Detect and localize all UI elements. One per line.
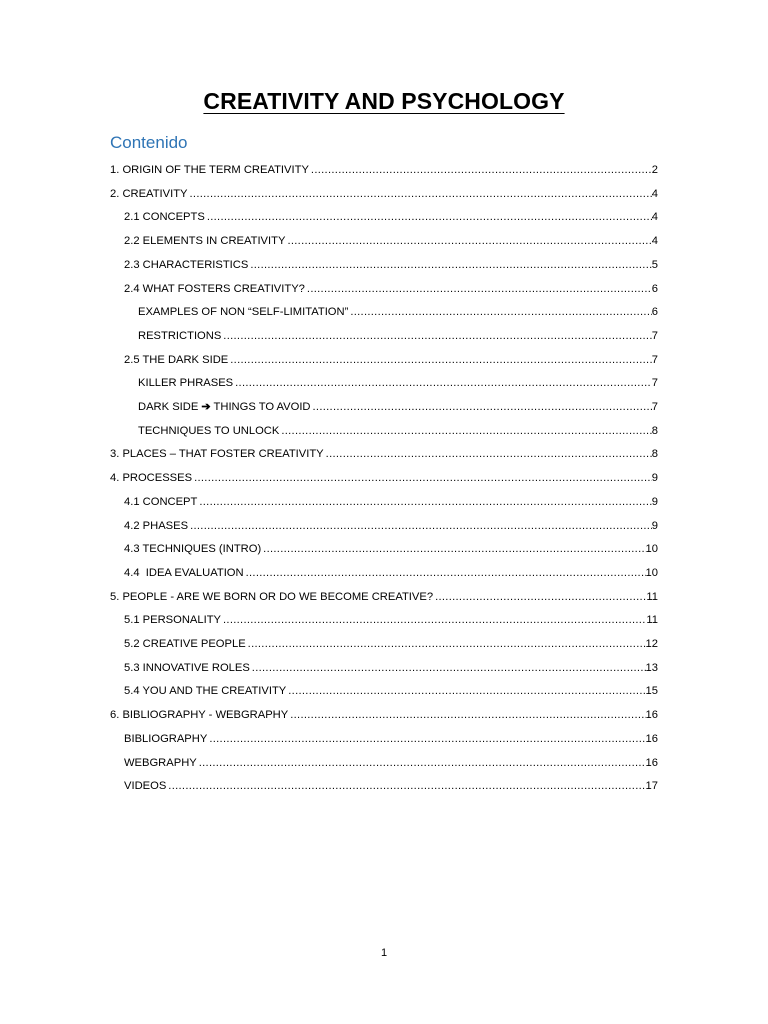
toc-entry-label: 4. PROCESSES	[110, 472, 193, 485]
toc-entry-page: 16	[645, 709, 658, 722]
toc-entry-places[interactable]	[110, 441, 658, 461]
toc-entry-things-to-avoid[interactable]	[138, 394, 658, 414]
dot-leader	[235, 376, 652, 390]
dot-leader	[311, 163, 652, 177]
dot-leader	[248, 637, 646, 651]
toc-entry-page: 7	[651, 401, 658, 413]
toc-entry-label: 6. BIBLIOGRAPHY - WEBGRAPHY	[110, 709, 289, 722]
toc-entry-page: 11	[646, 614, 658, 627]
toc-entry-page: 10	[645, 566, 658, 579]
toc-entry-label: BIBLIOGRAPHY	[124, 732, 208, 745]
toc-entry-label: 2.2 ELEMENTS IN CREATIVITY	[124, 235, 286, 248]
dot-leader	[313, 400, 652, 414]
toc-entry-label: 5. PEOPLE - ARE WE BORN OR DO WE BECOME CREATIVE?	[110, 590, 434, 603]
toc-entry-label: 2.3 CHARACTERISTICS	[124, 258, 249, 271]
toc-entry-page: 6	[651, 282, 658, 295]
toc-entry-label	[138, 400, 313, 414]
toc-entry-page: 4	[651, 211, 658, 224]
dot-leader	[190, 187, 652, 201]
toc-entry-page: 7	[651, 353, 658, 366]
toc-entry-techniques-unlock[interactable]	[138, 418, 658, 438]
toc-entry-label: EXAMPLES OF NON “SELF-LIMITATION”	[138, 306, 349, 319]
toc-entry-page: 6	[651, 306, 658, 319]
toc-entry-label: 5.4 YOU AND THE CREATIVITY	[124, 685, 287, 698]
toc-entry-elements[interactable]	[124, 228, 658, 248]
dot-leader	[290, 708, 645, 722]
toc-entry-dark-side[interactable]	[124, 347, 658, 367]
toc-entry-restrictions[interactable]	[138, 323, 658, 343]
dot-leader	[350, 305, 651, 319]
toc-entry-page: 16	[645, 732, 658, 745]
toc-entry-label: 1. ORIGIN OF THE TERM CREATIVITY	[110, 164, 309, 176]
toc-entry-page: 11	[646, 590, 658, 603]
dot-leader	[435, 590, 646, 604]
toc-entry-idea-evaluation[interactable]	[124, 560, 658, 580]
toc-entry-origin[interactable]	[110, 157, 658, 177]
toc-entry-page: 9	[651, 495, 658, 508]
toc-entry-label: 4.4 IDEA EVALUATION	[124, 566, 244, 579]
dot-leader	[288, 684, 645, 698]
dot-leader	[252, 661, 646, 675]
toc-entry-concept[interactable]	[124, 489, 658, 509]
dot-leader	[326, 447, 652, 461]
toc-entry-bibliography[interactable]	[124, 726, 658, 746]
right-arrow-icon: ➔	[201, 401, 211, 413]
toc-entry-label: 4.2 PHASES	[124, 519, 189, 532]
document-title-wrap	[0, 88, 768, 115]
toc-entry-label: 2. CREATIVITY	[110, 187, 188, 200]
toc-entry-page: 15	[645, 685, 658, 698]
toc-entry-examples[interactable]	[138, 299, 658, 319]
toc-entry-label: 4.3 TECHNIQUES (INTRO)	[124, 543, 262, 556]
dot-leader	[168, 779, 645, 793]
toc-entry-creativity[interactable]	[110, 181, 658, 201]
toc-entry-page: 5	[651, 258, 658, 271]
toc-entry-what-fosters[interactable]	[124, 276, 658, 296]
toc-entry-label-part-a: DARK SIDE	[138, 401, 199, 413]
toc-entry-personality[interactable]	[124, 607, 658, 627]
toc-entry-label: 5.1 PERSONALITY	[124, 614, 221, 627]
page-number: 1	[380, 947, 388, 959]
toc-entry-label: TECHNIQUES TO UNLOCK	[138, 424, 280, 437]
toc-entry-label: RESTRICTIONS	[138, 329, 222, 342]
dot-leader	[194, 471, 652, 485]
toc-entry-label: 3. PLACES – THAT FOSTER CREATIVITY	[110, 448, 324, 461]
toc-entry-webgraphy[interactable]	[124, 750, 658, 770]
toc-entry-creative-people[interactable]	[124, 631, 658, 651]
toc-entry-page: 2	[651, 164, 658, 176]
dot-leader	[307, 282, 652, 296]
toc-entry-killer-phrases[interactable]	[138, 370, 658, 390]
dot-leader	[199, 495, 651, 509]
toc-entry-page: 9	[651, 519, 658, 532]
toc-entry-characteristics[interactable]	[124, 252, 658, 272]
toc-entry-label: 4.1 CONCEPT	[124, 495, 198, 508]
toc-entry-label-part-b: THINGS TO AVOID	[213, 401, 311, 413]
toc-entry-phases[interactable]	[124, 513, 658, 533]
toc-entry-label: 5.3 INNOVATIVE ROLES	[124, 661, 250, 674]
toc-entry-page: 13	[645, 661, 658, 674]
document-title: CREATIVITY AND PSYCHOLOGY	[203, 88, 565, 114]
dot-leader	[263, 542, 645, 556]
toc-entry-page: 7	[651, 329, 658, 342]
dot-leader	[190, 519, 652, 533]
toc-entry-label: 2.1 CONCEPTS	[124, 211, 205, 224]
toc-entry-concepts[interactable]	[124, 204, 658, 224]
toc-heading: Contenido	[110, 133, 188, 152]
dot-leader	[246, 566, 646, 580]
dot-leader	[250, 258, 651, 272]
toc-entry-people[interactable]	[110, 584, 658, 604]
dot-leader	[199, 756, 646, 770]
dot-leader	[209, 732, 645, 746]
dot-leader	[281, 424, 651, 438]
toc-entry-label: KILLER PHRASES	[138, 377, 234, 390]
toc-entry-page: 17	[645, 780, 658, 793]
toc-entry-label: 5.2 CREATIVE PEOPLE	[124, 638, 246, 650]
toc-entry-page: 8	[651, 424, 658, 437]
toc-entry-page: 16	[645, 756, 658, 769]
toc-entry-bibliography-webgraphy[interactable]	[110, 702, 658, 722]
toc-entry-page: 12	[645, 638, 658, 650]
toc-entry-innovative-roles[interactable]	[124, 655, 658, 675]
dot-leader	[230, 353, 652, 367]
toc-entry-you-and-creativity[interactable]	[124, 678, 658, 698]
toc-entry-label: VIDEOS	[124, 780, 167, 793]
toc-entry-page: 7	[651, 377, 658, 390]
toc-entry-processes[interactable]	[110, 465, 658, 485]
toc-entry-page: 4	[651, 187, 658, 200]
dot-leader	[287, 234, 651, 248]
toc-entry-label: 2.4 WHAT FOSTERS CREATIVITY?	[124, 282, 305, 295]
toc-entry-page: 9	[651, 472, 658, 485]
toc-entry-page: 4	[651, 235, 658, 248]
dot-leader	[223, 329, 651, 343]
dot-leader	[223, 613, 646, 627]
toc-entry-page: 8	[651, 448, 658, 461]
toc-entry-techniques-intro[interactable]	[124, 536, 658, 556]
toc-entry-label: WEBGRAPHY	[124, 756, 197, 769]
toc-entry-videos[interactable]	[124, 773, 658, 793]
toc-entry-label: 2.5 THE DARK SIDE	[124, 353, 229, 366]
toc-entry-page: 10	[645, 543, 658, 556]
dot-leader	[207, 210, 652, 224]
